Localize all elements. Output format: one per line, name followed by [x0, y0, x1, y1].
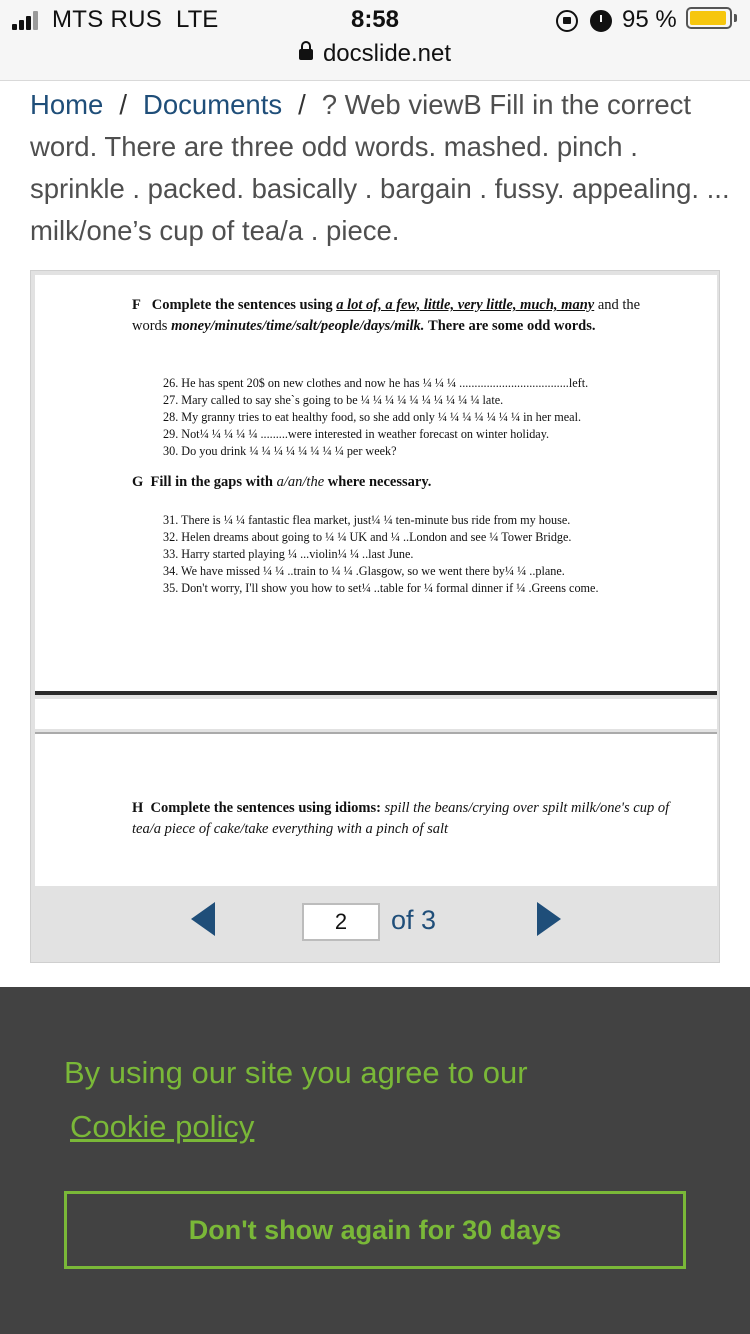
battery-icon: [686, 7, 732, 29]
clock: 8:58: [350, 6, 400, 33]
section-instruction: Complete the sentences using idioms:: [150, 800, 381, 816]
status-bar: [0, 0, 750, 81]
section-options: a/an/the: [276, 474, 325, 490]
page-number-input[interactable]: 2: [302, 903, 380, 941]
section-tail: where necessary.: [327, 474, 432, 490]
exercise-item: 28. My granny tries to eat healthy food, so she add only ¼ ¼ ¼ ¼ ¼ ¼ ¼ in her meal.: [163, 410, 582, 424]
url-text: docslide.net: [322, 40, 452, 67]
section-options: spill the beans/crying over spilt milk/one's cup of tea/a piece of cake/take everything with a pinch of salt: [132, 800, 670, 837]
lock-icon: [299, 49, 313, 60]
exercise-item: 35. Don't worry, I'll show you how to set¼ ..table for ¼ formal dinner if ¼ .Greens come.: [163, 581, 599, 595]
cookie-message: By using our site you agree to our: [64, 1055, 528, 1090]
cookie-banner: [0, 987, 750, 1334]
exercise-item: 33. Harry started playing ¼ ...violin¼ ¼ ..last June.: [163, 547, 414, 561]
document-viewer[interactable]: [30, 270, 720, 963]
alarm-icon: [590, 10, 612, 32]
exercise-item: 27. Mary called to say she`s going to be ¼ ¼ ¼ ¼ ¼ ¼ ¼ ¼ ¼ ¼ late.: [163, 393, 504, 407]
breadcrumb-current-title: ? Web viewB Fill in the correct word. There are three odd words. mashed. pinch . sprinkle . packed. basically . bargain . fussy. appealing. ... milk/one’s cup of tea/a . piece.: [30, 89, 730, 246]
network-type: LTE: [176, 6, 219, 33]
section-instruction: Fill in the gaps with: [150, 474, 273, 490]
document-page: [35, 275, 717, 695]
exercise-item: 29. Not¼ ¼ ¼ ¼ ¼ .........were interested in weather forecast on winter holiday.: [163, 427, 550, 441]
section-f-list: [163, 375, 588, 460]
section-options: a lot of, a few, little, very little, much, many: [336, 297, 595, 313]
rotation-lock-icon: [556, 10, 578, 32]
exercise-item: 34. We have missed ¼ ¼ ..train to ¼ ¼ .Glasgow, so we went there by¼ ¼ ..plane.: [163, 564, 565, 578]
section-letter: F: [132, 297, 141, 313]
breadcrumb: [30, 84, 730, 252]
cookie-policy-link[interactable]: Cookie policy: [70, 1109, 255, 1144]
breadcrumb-separator: /: [298, 89, 306, 120]
section-instruction: Complete the sentences using: [151, 297, 333, 313]
section-words: money/minutes/time/salt/people/days/milk.: [171, 318, 425, 334]
battery-tip: [734, 14, 737, 22]
prev-page-icon[interactable]: [191, 902, 215, 936]
page-navigator: [31, 884, 719, 962]
exercise-item: 26. He has spent 20$ on new clothes and now he has ¼ ¼ ¼ ....................................left.: [163, 376, 589, 390]
page-count-label: of 3: [391, 905, 437, 935]
section-letter: G: [132, 474, 144, 490]
breadcrumb-documents-link[interactable]: Documents: [143, 89, 283, 120]
section-g-heading: [132, 472, 672, 493]
exercise-item: 31. There is ¼ ¼ fantastic flea market, just¼ ¼ ten-minute bus ride from my house.: [163, 513, 571, 527]
section-and-words: and the words: [132, 297, 641, 334]
exercise-item: 32. Helen dreams about going to ¼ ¼ UK and ¼ ..London and see ¼ Tower Bridge.: [163, 530, 572, 544]
next-page-icon[interactable]: [537, 902, 561, 936]
address-bar[interactable]: [0, 40, 750, 68]
dismiss-cookie-button[interactable]: Don't show again for 30 days: [64, 1191, 686, 1269]
section-g-list: [163, 512, 599, 597]
breadcrumb-separator: /: [119, 89, 127, 120]
page-edge-shadow: [35, 691, 717, 695]
battery-percent: 95 %: [622, 6, 677, 33]
section-tail: There are some odd words.: [428, 318, 596, 334]
exercise-item: 30. Do you drink ¼ ¼ ¼ ¼ ¼ ¼ ¼ ¼ per week?: [163, 444, 397, 458]
section-f-heading: [132, 295, 672, 337]
document-page: [35, 732, 717, 886]
carrier-name: MTS RUS: [52, 6, 163, 33]
page-gap: [35, 699, 717, 729]
section-letter: H: [132, 800, 144, 816]
section-h-heading: [132, 798, 672, 840]
breadcrumb-home-link[interactable]: Home: [30, 89, 104, 120]
